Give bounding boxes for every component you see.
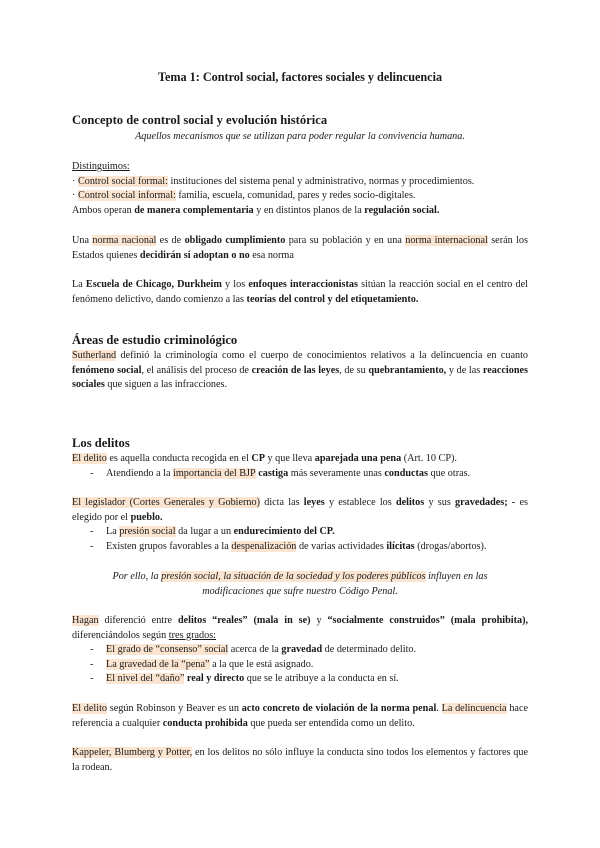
text-run: Una [72,235,93,246]
text-run: La [72,279,86,290]
text-run: despenalización [231,540,297,552]
text-run: presión social [119,526,176,538]
text-run: más severamente unas [288,467,385,479]
text-run: para su población y en una [285,235,406,246]
text-run: en los delitos no sólo influye la conducta sino todos los elementos y factores que la rodean. [72,747,528,773]
text-run: Hagan [72,615,99,626]
text-run: Kappeler, Blumberg y Potter, [72,747,193,758]
definition-quote: Aquellos mecanismos que se utilizan para poder regular la convivencia humana. [135,131,465,142]
text-run: enfoques interaccionistas [248,279,358,290]
text-run: según Robinson y Beaver es un [107,703,242,714]
text-run: diferenciándolos según [72,629,169,641]
text-run: reacciones sociales [72,364,528,391]
text-run: de varias actividades [296,540,387,552]
text-run: leyes [303,497,325,508]
list-item [72,525,528,540]
informal-control-label: Control social informal: [77,190,176,202]
list-item [72,643,528,658]
text-run: que pueda ser entendida como un delito. [247,717,415,729]
text-run: conducta prohibida [162,717,248,729]
text-run: (Art. 10 CP). [401,453,457,464]
text-run: Escuela de Chicago, Durkheim [85,279,222,290]
text-run: teorías del control y del etiquetamiento. [246,293,419,305]
text-run: fenómeno social [72,364,142,376]
text-run: y sus [424,497,456,508]
text-run: diferenció entre [98,615,178,626]
text-run: y los [221,279,249,290]
list-item [72,467,528,482]
sutherland-paragraph [72,349,528,393]
text-run: definió la criminología como el cuerpo de conocimientos relativos a la delincuencia en cuanto [116,350,528,361]
text-run: La [106,526,120,538]
list-item [72,658,528,673]
text-run: Ambos operan [72,204,135,216]
text-run: quebrantamiento, [368,364,447,376]
section-heading-control-social: Concepto de control social y evolución histórica [72,113,328,127]
text-run: y [310,615,328,626]
text-run: a la que le está asignado. [209,658,314,670]
text-run: es elegido por el [72,497,528,523]
text-run: gravedad [281,644,323,656]
text-run: aparejada una pena [314,453,402,464]
text-run: El delito [72,453,107,464]
text-run: pueblo. [130,511,163,523]
text-run: es de [156,235,185,246]
text-run: El nivel del “daño” [106,673,185,685]
text-run: de manera complementaria [134,204,254,216]
section-heading-delitos: Los delitos [72,436,130,450]
text-run: La gravedad de la “pena” [106,658,210,670]
text-run: importancia del BJP [173,467,256,479]
text-run: ilícitas [386,540,415,552]
text-run: Existen grupos favorables a la [106,540,232,552]
text-run: “socialmente construidos” (mala prohibita), [327,615,529,626]
text-run: El delito [72,703,108,714]
text-run: , el análisis del proceso de [141,364,252,376]
text-run: que se le atribuye a la conducta en sí. [244,673,399,685]
text-run: acto concreto de violación de la norma penal [241,703,437,714]
text-run: tres grados: [168,629,217,641]
hagan-block [72,614,528,687]
text-run: acerca de la [228,644,282,656]
text-run: regulación social. [364,204,440,216]
text-run: y establece los [324,497,396,508]
text-run: endurecimiento del CP. [233,526,335,538]
text-run: El grado de “consenso” social [106,644,229,656]
text-run: conductas [384,467,428,479]
text-run: sitúan la reacción social en el centro del fenómeno delictivo, dando comienzo a las [72,279,529,305]
text-run: y de las [446,364,483,376]
formal-control-label: Control social formal: [77,175,168,187]
robinson-paragraph [72,702,528,731]
text-run: Por ello, la [112,571,162,582]
text-run: serán los Estados quienes [72,235,528,261]
text-run: norma nacional [92,235,157,246]
norma-paragraph [72,234,528,263]
text-run: hace referencia a cualquier [72,703,528,729]
text-run: decidirán si adoptan o no [139,249,250,261]
text-run: esa norma [249,249,294,261]
text-run: delitos “reales” (mala in se) [177,615,311,626]
text-run: CP [251,453,265,464]
text-run: real y directo [184,673,245,685]
escuela-paragraph [72,278,528,307]
text-run: da lugar a un [175,526,234,538]
text-run: Sutherland [72,350,117,361]
text-run: es aquella conducta recogida en el [106,453,252,464]
section-heading-areas: Áreas de estudio criminológico [72,333,238,347]
delito-block [72,452,528,481]
text-run: Atendiendo a la [106,467,174,479]
text-run: gravedades; - [455,497,516,508]
text-run: obligado cumplimiento [184,235,286,246]
text-run: , de su [339,364,369,376]
text-run: (drogas/abortos). [414,540,487,552]
informal-control-text: familia, escuela, comunidad, pares y redes socio-digitales. [175,190,416,202]
kappeler-paragraph [72,746,528,775]
text-run: y en distintos planos de la [253,204,365,216]
text-run: . [436,703,442,714]
formal-control-text: instituciones del sistema penal y administrativo, normas y procedimientos. [167,175,475,187]
text-run: y que lleva [264,453,315,464]
italic-conclusion [72,570,528,599]
text-run: de determinado delito. [322,644,417,656]
text-run: norma internacional [405,235,488,246]
distinguimos-label: Distinguimos: [72,161,130,172]
ambos-paragraph [72,204,528,219]
document-title: Tema 1: Control social, factores sociales y delincuencia [157,70,443,84]
legislador-block [72,496,528,554]
text-run: El legislador (Cortes Generales y Gobierno) [72,497,261,508]
list-item [72,540,528,555]
text-run: que siguen a las infracciones. [104,379,228,391]
list-item [72,672,528,687]
text-run: presión social, la situación de la sociedad y los poderes públicos [161,571,426,582]
text-run: influyen en las modificaciones que sufre nuestro Código Penal. [202,571,488,597]
text-run: dicta las [260,497,304,508]
text-run: que otras. [428,467,471,479]
text-run: La delincuencia [441,703,507,714]
text-run: delitos [395,497,425,508]
distinguimos-list: Distinguimos: · Control social formal: instituciones del sistema penal y administrativo, normas y procedimientos. · Control social informal: familia, escuela, comunidad, pares y redes socio-digitales. Ambos operan de manera complementaria y en distintos planos de la regulación social. [72,160,528,218]
text-run: castiga [255,467,289,479]
text-run: creación de las leyes [251,364,340,376]
